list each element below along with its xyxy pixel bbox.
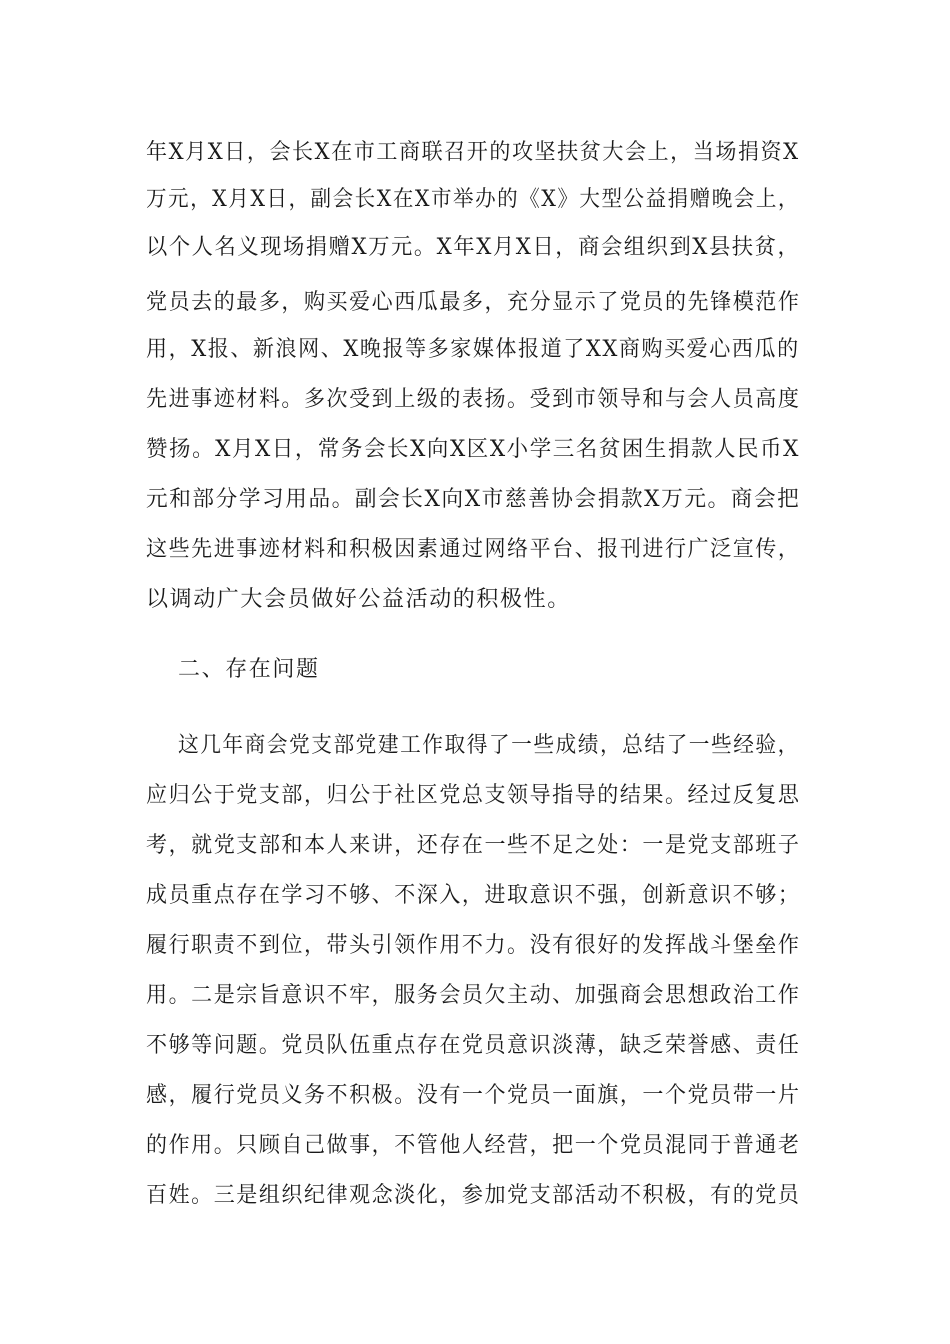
- text-line: 以个人名义现场捐赠X万元。X年X月X日，商会组织到X县扶贫，: [146, 235, 801, 260]
- text-line: 应归公于党支部，归公于社区党总支领导指导的结果。经过反复思: [146, 783, 801, 808]
- text-line: 成员重点存在学习不够、不深入，进取意识不强，创新意识不够；: [146, 883, 801, 908]
- text-line: 用，X报、新浪网、X晚报等多家媒体报道了XX商购买爱心西瓜的: [146, 337, 800, 362]
- text-line: 先进事迹材料。多次受到上级的表扬。受到市领导和与会人员高度: [146, 387, 801, 412]
- section-heading: 二、存在问题: [178, 657, 320, 682]
- text-line: 党员去的最多，购买爱心西瓜最多，充分显示了党员的先锋模范作: [146, 290, 801, 315]
- text-line: 用。二是宗旨意识不牢，服务会员欠主动、加强商会思想政治工作: [146, 983, 801, 1008]
- text-line: 年X月X日，会长X在市工商联召开的攻坚扶贫大会上，当场捐资X: [146, 140, 800, 165]
- text-line: 感，履行党员义务不积极。没有一个党员一面旗，一个党员带一片: [146, 1083, 801, 1108]
- text-line: 不够等问题。党员队伍重点存在党员意识淡薄，缺乏荣誉感、责任: [146, 1033, 801, 1058]
- text-line: 以调动广大会员做好公益活动的积极性。: [146, 587, 571, 612]
- text-line: 履行职责不到位，带头引领作用不力。没有很好的发挥战斗堡垒作: [146, 933, 801, 958]
- text-line: 这些先进事迹材料和积极因素通过网络平台、报刊进行广泛宣传，: [146, 537, 801, 562]
- text-line: 赞扬。X月X日，常务会长X向X区X小学三名贫困生捐款人民币X: [146, 437, 800, 462]
- text-line: 万元，X月X日，副会长X在X市举办的《X》大型公益捐赠晚会上，: [146, 187, 800, 212]
- text-line: 这几年商会党支部党建工作取得了一些成绩，总结了一些经验，: [178, 733, 800, 758]
- text-line: 元和部分学习用品。副会长X向X市慈善协会捐款X万元。商会把: [146, 487, 801, 512]
- text-line: 的作用。只顾自己做事，不管他人经营，把一个党员混同于普通老: [146, 1133, 801, 1158]
- text-line: 百姓。三是组织纪律观念淡化，参加党支部活动不积极，有的党员: [146, 1183, 801, 1208]
- text-line: 考，就党支部和本人来讲，还存在一些不足之处：一是党支部班子: [146, 833, 801, 858]
